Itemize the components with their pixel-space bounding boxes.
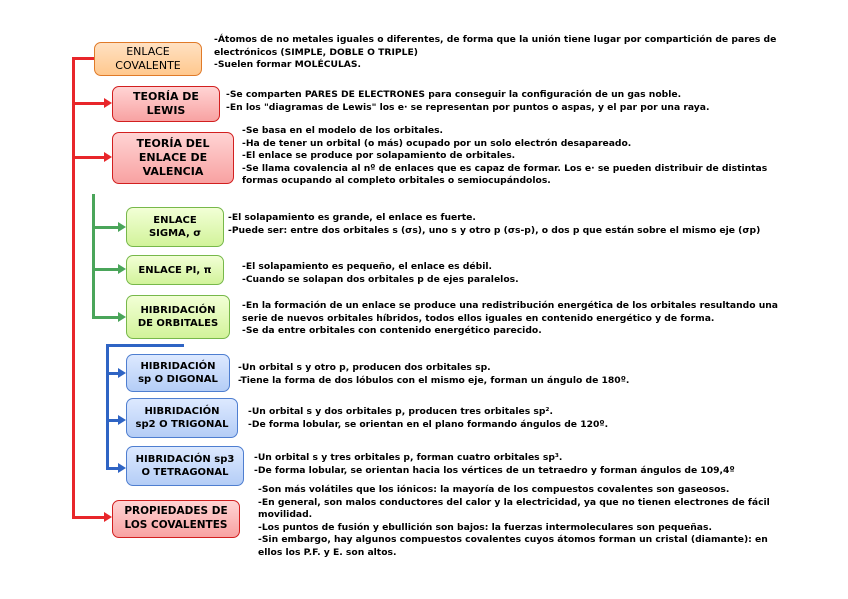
node-enlace-sigma: ENLACE SIGMA, σ bbox=[126, 207, 224, 247]
text-line: -Un orbital s y tres orbitales p, forman cuatro orbitales sp³. bbox=[254, 452, 563, 463]
red-branch-valencia bbox=[72, 156, 104, 159]
text-line: -Sin embargo, hay algunos compuestos covalentes cuyos átomos forman un cristal (diamante): en ellos los P.F. y E. son altos. bbox=[258, 534, 768, 558]
blue-trunk bbox=[106, 344, 109, 469]
text-line: -Tiene la forma de dos lóbulos con el mismo eje, forman un ángulo de 180º. bbox=[238, 374, 630, 386]
green-branch-hibridacion bbox=[92, 316, 118, 319]
text-line: -Un orbital s y otro p, producen dos orbitales sp. bbox=[238, 362, 491, 373]
text-line: -De forma lobular, se orientan en el plano formando ángulos de 120º. bbox=[248, 418, 609, 430]
red-branch-covalente bbox=[72, 57, 94, 60]
text-sp3 bbox=[254, 452, 794, 477]
node-enlace-covalente: ENLACE COVALENTE bbox=[94, 42, 202, 76]
text-line: -El solapamiento es grande, el enlace es fuerte. bbox=[228, 212, 476, 223]
text-enlace-sigma bbox=[228, 212, 794, 237]
text-line: -Suelen formar MOLÉCULAS. bbox=[214, 59, 362, 71]
node-enlace-pi: ENLACE PI, π bbox=[126, 255, 224, 285]
arrow-lewis bbox=[104, 98, 112, 108]
node-teoria-valencia: TEORÍA DEL ENLACE DE VALENCIA bbox=[112, 132, 234, 184]
text-sp2 bbox=[248, 406, 794, 431]
text-sp bbox=[238, 362, 794, 387]
red-branch-lewis bbox=[72, 102, 104, 105]
node-hibridacion: HIBRIDACIÓN DE ORBITALES bbox=[126, 295, 230, 339]
text-line: -Se da entre orbitales con contenido energético parecido. bbox=[242, 325, 542, 337]
node-sp2: HIBRIDACIÓN sp2 O TRIGONAL bbox=[126, 398, 238, 438]
green-branch-pi bbox=[92, 268, 118, 271]
blue-top bbox=[106, 344, 184, 347]
text-line: -Un orbital s y dos orbitales p, producen tres orbitales sp². bbox=[248, 406, 553, 417]
text-enlace-pi bbox=[242, 261, 794, 286]
text-hibridacion bbox=[242, 300, 794, 338]
text-propiedades bbox=[258, 484, 794, 560]
text-line: -Se llama covalencia al nº de enlaces que es capaz de formar. Los e· se pueden distribuir de distintas formas ocupando al completo orbitales o semiocupándolos. bbox=[242, 162, 768, 187]
blue-branch-sp bbox=[106, 372, 118, 375]
arrow-sp bbox=[118, 368, 126, 378]
blue-branch-sp3 bbox=[106, 467, 118, 470]
text-line: -De forma lobular, se orientan hacia los vértices de un tetraedro y forman ángulos de 109,4º bbox=[254, 464, 735, 476]
arrow-propiedades bbox=[104, 512, 112, 522]
arrow-sigma bbox=[118, 222, 126, 232]
arrow-sp2 bbox=[118, 415, 126, 425]
green-branch-sigma bbox=[92, 226, 118, 229]
blue-branch-sp2 bbox=[106, 419, 118, 422]
text-line: -Son más volátiles que los iónicos: la mayoría de los compuestos covalentes son gaseosos. bbox=[258, 484, 730, 495]
text-line: -En general, son malos conductores del calor y la electricidad, ya que no tienen electrones de fácil movilidad. bbox=[258, 496, 770, 521]
text-line: -Los puntos de fusión y ebullición son bajos: la fuerzas intermoleculares son pequeñas. bbox=[258, 521, 712, 533]
node-sp: HIBRIDACIÓN sp O DIGONAL bbox=[126, 354, 230, 392]
text-teoria-valencia bbox=[242, 125, 794, 188]
node-propiedades: PROPIEDADES DE LOS COVALENTES bbox=[112, 500, 240, 538]
text-line: -El enlace se produce por solapamiento de orbitales. bbox=[242, 150, 516, 162]
text-line: -En los "diagramas de Lewis" los e· se representan por puntos o aspas, y el par por una raya. bbox=[226, 101, 710, 113]
green-trunk bbox=[92, 194, 95, 318]
text-line: -Ha de tener un orbital (o más) ocupado por un solo electrón desapareado. bbox=[242, 137, 632, 149]
node-teoria-lewis: TEORÍA DE LEWIS bbox=[112, 86, 220, 122]
text-line: -Se basa en el modelo de los orbitales. bbox=[242, 125, 444, 136]
text-line: -Se comparten PARES DE ELECTRONES para conseguir la configuración de un gas noble. bbox=[226, 89, 682, 100]
arrow-valencia bbox=[104, 152, 112, 162]
red-trunk bbox=[72, 57, 75, 519]
text-line: -Puede ser: entre dos orbitales s (σs), uno s y otro p (σs-p), o dos p que están sobre el mismo eje (σp) bbox=[228, 224, 761, 236]
arrow-hibridacion bbox=[118, 312, 126, 322]
text-enlace-covalente bbox=[214, 34, 794, 72]
red-branch-propiedades bbox=[72, 516, 104, 519]
text-line: -El solapamiento es pequeño, el enlace es débil. bbox=[242, 261, 492, 272]
text-line: -Cuando se solapan dos orbitales p de ejes paralelos. bbox=[242, 273, 519, 285]
text-line: -Átomos de no metales iguales o diferentes, de forma que la unión tiene lugar por compartición de pares de electrónicos (SIMPLE, DOBLE O TRIPLE) bbox=[214, 34, 777, 58]
arrow-pi bbox=[118, 264, 126, 274]
text-line: -En la formación de un enlace se produce una redistribución energética de los orbitales resultando una serie de nuevos orbitales híbridos, todos ellos iguales en contenido energético y de forma. bbox=[242, 300, 778, 324]
text-teoria-lewis bbox=[226, 89, 796, 114]
arrow-sp3 bbox=[118, 463, 126, 473]
node-sp3: HIBRIDACIÓN sp3 O TETRAGONAL bbox=[126, 446, 244, 486]
